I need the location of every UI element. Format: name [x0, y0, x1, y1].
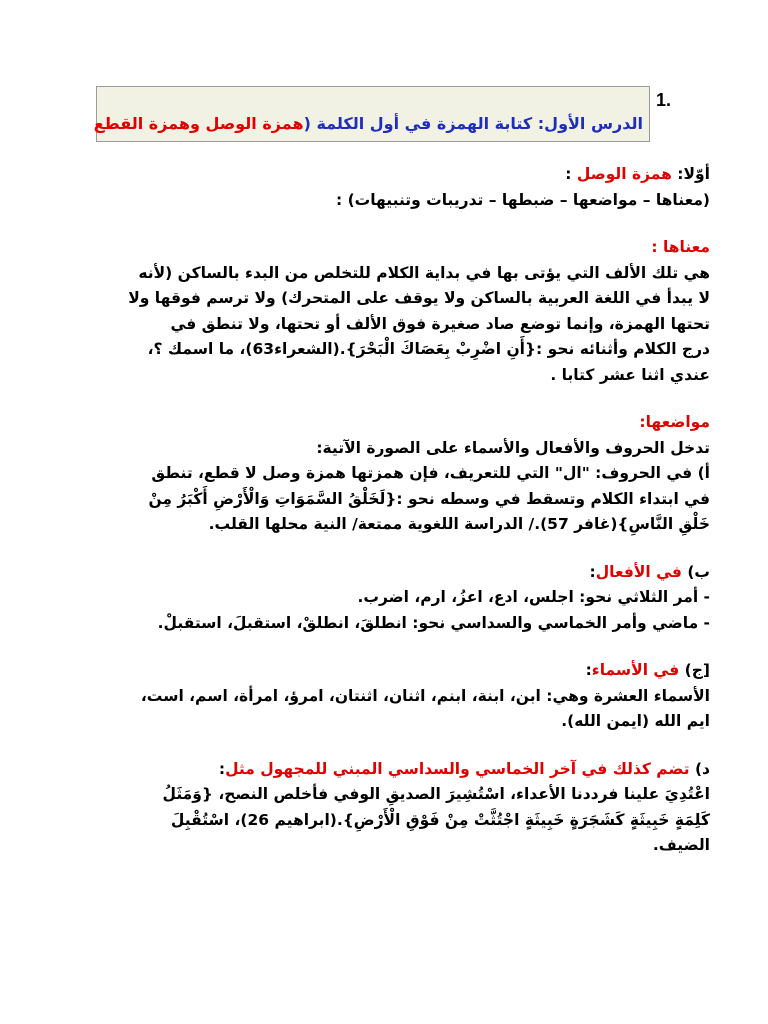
extra-heading: تضم كذلك في آخر الخماسي والسداسي المبني للمجهول مثل [225, 759, 690, 778]
first-topic-suffix: : [565, 165, 577, 183]
verbs-heading-suffix: : [589, 562, 596, 581]
extra-marker: د) [689, 759, 710, 778]
first-topic-line [100, 162, 710, 188]
verbs-marker: ب) [681, 562, 710, 581]
nouns-heading: في الأسماء [591, 661, 680, 679]
extra-heading-line [100, 757, 710, 783]
lesson-number: 1. [656, 90, 672, 110]
meaning-line: تحتها الهمزة، وإنما توضع صاد صغيرة فوق الألف أو تحتها، ولا تنطق في [170, 314, 710, 333]
nouns-line: ايم الله (ايمن الله). [561, 712, 710, 730]
positions-heading: مواضعها: [639, 413, 710, 431]
meaning-line: هي تلك الألف التي يؤتى بها في بداية الكلام للتخلص من البدء بالساكن (لأنه [138, 263, 710, 282]
lesson-title-box [93, 86, 650, 142]
verbs-line: - أمر الثلاثي نحو: اجلس، ادع، اعزُ، ارم، اضرب. [357, 588, 710, 606]
nouns-line: الأسماء العشرة وهي: ابن، ابنة، ابنم، اثنان، اثنتان، امرؤ، امرأة، اسم، است، [140, 686, 710, 705]
meaning-heading: معناها : [651, 238, 710, 256]
positions-line: خَلْقِ النَّاسِ}(غافر 57)./ الدراسة اللغوية ممتعة/ النية محلها القلب. [208, 515, 710, 533]
extra-line: اعْتُدِيَ علينا فرددنا الأعداء، اسْتُشِيرَ الصديقِ الوفي فأخلص النصح، {وَمَثَلُ [162, 785, 710, 803]
first-topic-label: همزة الوصل [576, 165, 672, 183]
nouns-heading-suffix: : [585, 661, 592, 679]
lesson-body [100, 162, 710, 859]
meaning-line: درج الكلام وأثنائه نحو :{أَنِ اضْرِبْ بِعَصَاكَ الْبَحْرَ}.(الشعراء63)، ما اسمك ؟، [147, 340, 710, 358]
verbs-line: - ماضي وأمر الخماسي والسداسي نحو: انطلقَ، انطلقْ، استقبلَ، استقبلْ. [157, 613, 710, 632]
lesson-title-main: الدرس الأول: كتابة الهمزة في أول الكلمة ( [303, 114, 643, 133]
verbs-heading-line [100, 560, 710, 586]
positions-line: تدخل الحروف والأفعال والأسماء على الصورة الآتية: [316, 438, 710, 457]
lesson-title [94, 114, 643, 133]
meaning-line: عندي اثنا عشر كتابا . [550, 365, 710, 384]
nouns-heading-line [100, 658, 710, 684]
positions-line: أ) في الحروف: "ال" التي للتعريف، فإن همزتها همزة وصل لا قطع، تنطق [151, 464, 710, 482]
positions-line: في ابتداء الكلام وتسقط في وسطه نحو :{لَخَلْقُ السَّمَوَاتِ وَالْأَرْضِ أَكْبَرُ مِنْ [148, 489, 710, 508]
extra-heading-suffix: : [218, 759, 226, 778]
extra-line: الضيف. [652, 836, 710, 854]
first-topic-prefix: أوّلا: [671, 165, 710, 183]
meaning-line: لا يبدأ في اللغة العربية بالساكن ولا يوقف على المتحرك) ولا ترسم فوقها ولا [128, 289, 710, 307]
outline-line: (معناها – مواضعها – ضبطها – تدريبات وتنبيهات) : [335, 190, 710, 209]
lesson-title-highlight: همزة الوصل وهمزة القطع [93, 114, 304, 133]
nouns-marker: [ج) [679, 661, 710, 679]
extra-line: كَلِمَةٍ خَبِيثَةٍ كَشَجَرَةٍ خَبِيثَةٍ اجْتُثَّتْ مِنْ فَوْقِ الْأَرْضِ}.(ابراهيم 26)، اسْتُقْبِلَ [170, 810, 710, 829]
verbs-heading: في الأفعال [595, 562, 682, 581]
